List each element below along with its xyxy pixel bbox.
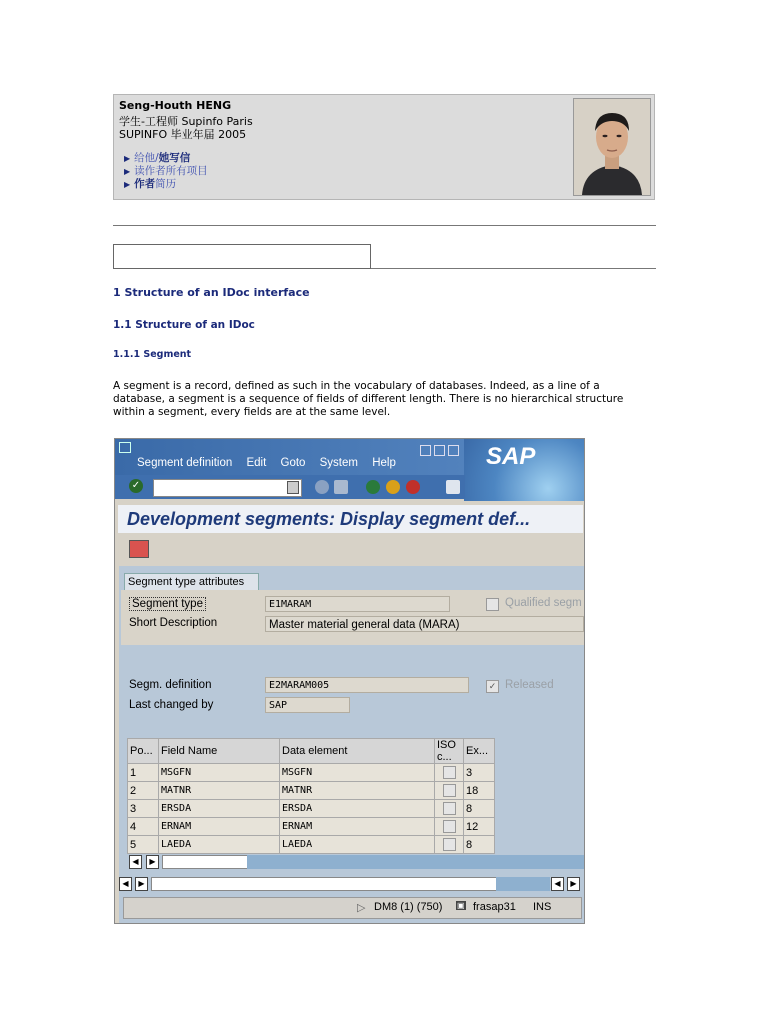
table-row[interactable]: 3 ERSDA ERSDA 8 xyxy=(128,800,495,818)
table-scroll-thumb[interactable] xyxy=(162,855,248,869)
window-menu-icon[interactable] xyxy=(119,442,131,453)
table-scroll-left-icon[interactable]: ◀ xyxy=(129,855,142,869)
scroll-right-icon[interactable]: ▶ xyxy=(135,877,148,891)
body-paragraph: A segment is a record, defined as such in the vocabulary of databases. Indeed, as a line of a database, a segment is a sequence of fields of different length. There is no hierarchical structure within a segment, every fields are at the same level. xyxy=(113,380,624,418)
session-icon[interactable]: ▣ xyxy=(457,901,465,910)
link-write-letter[interactable]: ▶ 给他/她写信 xyxy=(124,152,191,164)
segm-definition-field[interactable]: E2MARAM005 xyxy=(265,677,469,693)
h-scroll-thumb[interactable] xyxy=(151,877,497,891)
minimize-icon[interactable] xyxy=(420,445,431,456)
segment-type-label: Segment type xyxy=(129,597,206,611)
window-buttons xyxy=(420,443,462,461)
command-dropdown-button[interactable] xyxy=(287,481,299,494)
table-scroll-right-icon[interactable]: ▶ xyxy=(146,855,159,869)
cancel-icon[interactable] xyxy=(406,480,420,494)
col-data-element[interactable]: Data element xyxy=(280,739,435,764)
close-icon[interactable] xyxy=(448,445,459,456)
table-row[interactable]: 1 MSGFN MSGFN 3 xyxy=(128,764,495,782)
author-role: 学生-工程师 Supinfo Paris xyxy=(119,115,253,128)
scroll-right-icon[interactable]: ▶ xyxy=(567,877,580,891)
author-links xyxy=(124,152,208,191)
table-row[interactable]: 4 ERNAM ERNAM 12 xyxy=(128,818,495,836)
menu-segment-definition[interactable]: Segment definition xyxy=(137,457,233,469)
back-arrow-icon[interactable] xyxy=(315,480,329,494)
divider xyxy=(371,268,656,269)
back-icon[interactable] xyxy=(366,480,380,494)
author-name: Seng-Houth HENG xyxy=(119,99,232,112)
maximize-icon[interactable] xyxy=(434,445,445,456)
iso-checkbox[interactable] xyxy=(443,766,456,779)
menu-help[interactable]: Help xyxy=(372,457,396,469)
qualified-checkbox[interactable] xyxy=(486,598,499,611)
table-scroll-track[interactable] xyxy=(247,855,584,869)
iso-checkbox[interactable] xyxy=(443,838,456,851)
divider xyxy=(113,225,656,226)
enter-icon[interactable]: ✓ xyxy=(129,479,143,493)
author-school: SUPINFO 毕业年届 2005 xyxy=(119,128,247,141)
table-row[interactable]: 2 MATNR MATNR 18 xyxy=(128,782,495,800)
author-card xyxy=(113,94,655,200)
new-session-icon[interactable] xyxy=(446,480,460,494)
iso-checkbox[interactable] xyxy=(443,802,456,815)
iso-checkbox[interactable] xyxy=(443,820,456,833)
command-field[interactable] xyxy=(153,479,302,497)
system-info: DM8 (1) (750) xyxy=(374,901,443,913)
scroll-left-icon[interactable]: ◀ xyxy=(551,877,564,891)
menu-edit[interactable]: Edit xyxy=(246,457,267,469)
heading-1-1: 1.1 Structure of an IDoc xyxy=(113,319,255,331)
segm-definition-label: Segm. definition xyxy=(129,679,212,691)
scroll-left-icon[interactable]: ◀ xyxy=(119,877,132,891)
screen-title: Development segments: Display segment def... xyxy=(118,505,583,533)
last-changed-field[interactable]: SAP xyxy=(265,697,350,713)
col-ext[interactable]: Ex... xyxy=(464,739,495,764)
arrow-right-icon: ▶ xyxy=(124,167,131,176)
arrow-right-icon: ▶ xyxy=(124,154,131,163)
table-header-row xyxy=(128,739,495,764)
sap-logo: SAP xyxy=(464,439,584,501)
empty-box xyxy=(113,244,371,269)
tab-segment-type-attributes[interactable]: Segment type attributes xyxy=(124,573,259,591)
link-resume[interactable]: ▶ 作者简历 xyxy=(124,178,177,190)
arrow-right-icon: ▶ xyxy=(124,180,131,189)
server-name: frasap31 xyxy=(473,901,516,913)
link-all-projects[interactable]: ▶ 读作者所有项目 xyxy=(124,165,208,177)
heading-1-1-1: 1.1.1 Segment xyxy=(113,349,192,360)
status-arrow-icon[interactable]: ▷ xyxy=(357,902,366,914)
menu-system[interactable]: System xyxy=(319,457,358,469)
released-label: Released xyxy=(505,679,554,691)
short-description-label: Short Description xyxy=(129,617,218,629)
menu-goto[interactable]: Goto xyxy=(280,457,306,469)
iso-checkbox[interactable] xyxy=(443,784,456,797)
col-position[interactable]: Po... xyxy=(128,739,159,764)
sap-window xyxy=(114,438,585,924)
col-field-name[interactable]: Field Name xyxy=(159,739,280,764)
short-description-field[interactable]: Master material general data (MARA) xyxy=(265,616,584,632)
last-changed-label: Last changed by xyxy=(129,699,214,711)
col-iso[interactable]: ISO c... xyxy=(435,739,464,764)
exit-icon[interactable] xyxy=(386,480,400,494)
table-row[interactable]: 5 LAEDA LAEDA 8 xyxy=(128,836,495,854)
input-mode: INS xyxy=(533,901,552,913)
h-scroll-track[interactable] xyxy=(496,877,550,891)
save-icon[interactable] xyxy=(334,480,348,494)
print-icon[interactable] xyxy=(129,540,149,558)
status-bar xyxy=(123,897,582,919)
sap-menu-bar xyxy=(137,457,407,469)
fields-table xyxy=(127,738,495,854)
segment-type-field[interactable]: E1MARAM xyxy=(265,596,450,612)
released-checkbox[interactable]: ✓ xyxy=(486,680,499,693)
qualified-label: Qualified segm xyxy=(505,597,582,609)
author-photo xyxy=(573,98,651,196)
heading-1: 1 Structure of an IDoc interface xyxy=(113,286,310,299)
